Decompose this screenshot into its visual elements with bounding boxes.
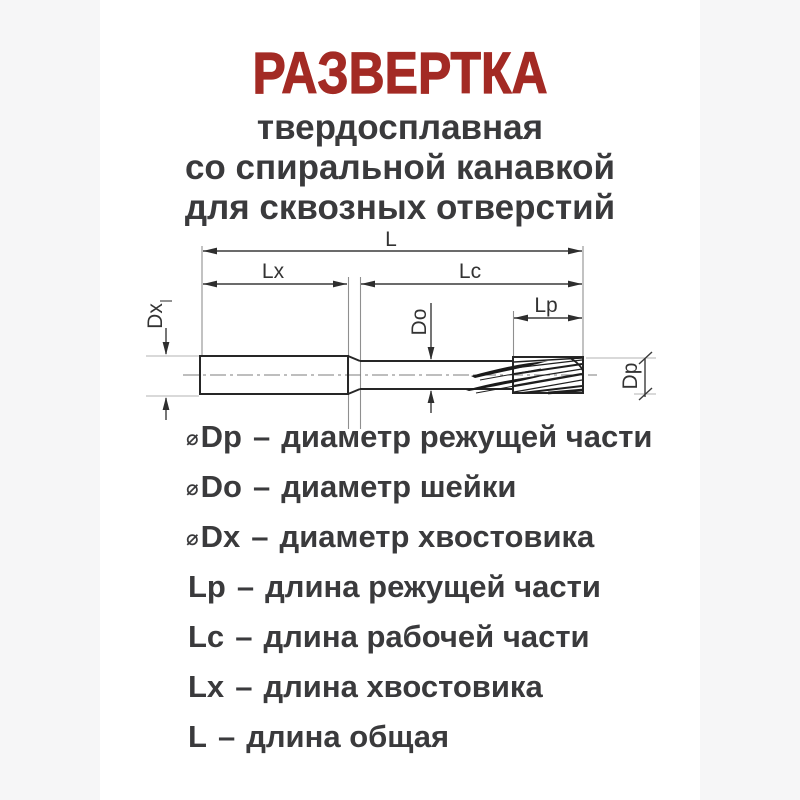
subtitle-line-2: со спиральной канавкой [184,148,616,187]
legend [186,412,652,762]
legend-description: диаметр шейки [281,469,517,504]
diameter-symbol: ⌀ [186,526,199,550]
subtitle-line-3: для сквозных отверстий [184,188,616,227]
legend-row-lc [186,612,652,662]
legend-description: длина режущей части [265,569,601,604]
legend-description: длина общая [246,719,450,754]
page-title: РАЗВЕРТКА [252,41,548,106]
legend-row-dp [186,412,652,462]
legend-dash: – [235,619,253,654]
legend-dash: – [251,519,269,554]
legend-row-l [186,712,652,762]
legend-symbol: L [188,719,207,754]
legend-description: диаметр хвостовика [279,519,595,554]
legend-description: длина рабочей части [263,619,590,654]
legend-row-dx [186,512,652,562]
legend-dash: – [252,419,271,454]
dim-label-dp: Dp [619,362,642,390]
dim-label-l: L [385,228,397,251]
legend-symbol: Dx [200,519,241,554]
legend-dash: – [252,469,271,504]
legend-symbol: Dp [200,419,242,454]
legend-dash: – [235,669,253,704]
legend-symbol: Lc [188,619,225,654]
legend-description: длина хвостовика [263,669,543,704]
legend-description: диаметр режущей части [281,419,653,454]
diameter-symbol: ⌀ [186,476,199,500]
legend-symbol: Do [200,469,242,504]
legend-row-lx [186,662,652,712]
dim-label-dx: Dx [144,303,167,329]
subtitle-line-1: твердосплавная [256,108,544,147]
diameter-symbol: ⌀ [186,426,199,450]
dim-label-lc: Lc [458,260,482,283]
legend-dash: – [217,719,236,754]
dim-label-do: Do [408,308,431,336]
dim-label-lx: Lx [261,260,285,283]
dim-label-lp: Lp [534,294,558,317]
legend-symbol: Lx [188,669,225,704]
legend-row-do [186,462,652,512]
legend-symbol: Lp [188,569,226,604]
legend-dash: – [236,569,255,604]
extension-lines [146,246,656,429]
legend-row-lp [186,562,652,612]
